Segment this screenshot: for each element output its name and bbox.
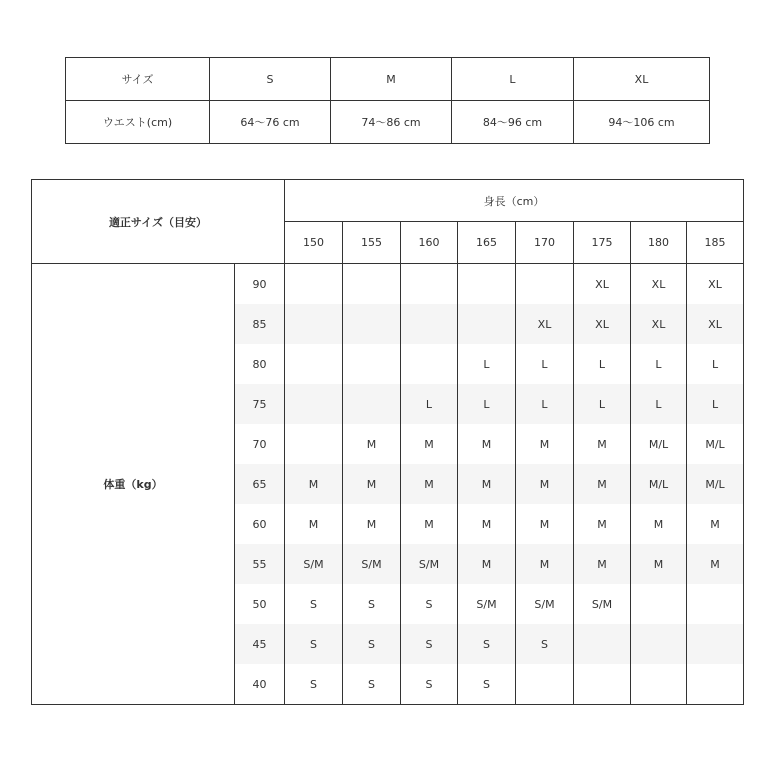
size-cell: S/M	[458, 584, 516, 624]
waist-value-row	[66, 101, 710, 144]
size-cell: M	[343, 504, 401, 544]
size-cell: M	[574, 504, 631, 544]
size-m: M	[331, 58, 452, 101]
size-cell: M	[343, 424, 401, 464]
weight-value: 45	[235, 624, 285, 664]
size-cell	[343, 264, 401, 305]
size-cell: XL	[631, 304, 687, 344]
size-cell: S/M	[343, 544, 401, 584]
size-cell: S	[343, 624, 401, 664]
size-cell: M	[631, 504, 687, 544]
size-cell: L	[516, 384, 574, 424]
size-cell	[285, 344, 343, 384]
height-header: 180	[631, 222, 687, 264]
size-cell: M/L	[687, 424, 744, 464]
weight-label: 体重（kg）	[32, 264, 235, 705]
size-cell: S	[516, 624, 574, 664]
size-cell	[687, 624, 744, 664]
size-cell: XL	[687, 304, 744, 344]
size-cell: M	[574, 544, 631, 584]
size-cell	[631, 664, 687, 705]
weight-value: 75	[235, 384, 285, 424]
size-cell: L	[631, 384, 687, 424]
size-cell: L	[687, 384, 744, 424]
size-cell: M	[401, 424, 458, 464]
size-cell: M	[687, 544, 744, 584]
size-cell	[687, 584, 744, 624]
size-cell: L	[574, 384, 631, 424]
size-cell: XL	[574, 264, 631, 305]
size-cell: M	[516, 424, 574, 464]
size-cell: M	[458, 424, 516, 464]
height-header: 155	[343, 222, 401, 264]
size-cell: S	[343, 664, 401, 705]
size-cell: L	[574, 344, 631, 384]
size-cell	[343, 384, 401, 424]
waist-header-row	[66, 58, 710, 101]
fit-size-chart	[31, 179, 744, 705]
size-cell	[631, 624, 687, 664]
size-cell: M/L	[687, 464, 744, 504]
waist-s: 64～76 cm	[210, 101, 331, 144]
size-cell	[285, 264, 343, 305]
size-cell	[343, 344, 401, 384]
size-cell	[401, 264, 458, 305]
weight-value: 80	[235, 344, 285, 384]
size-cell	[458, 304, 516, 344]
waist-m: 74～86 cm	[331, 101, 452, 144]
size-cell: S/M	[574, 584, 631, 624]
size-cell: S/M	[285, 544, 343, 584]
size-cell: M	[631, 544, 687, 584]
height-header: 160	[401, 222, 458, 264]
size-cell: M	[401, 504, 458, 544]
size-cell: S/M	[401, 544, 458, 584]
weight-value: 85	[235, 304, 285, 344]
size-cell: S	[401, 664, 458, 705]
size-cell: M	[516, 504, 574, 544]
size-cell: M	[516, 544, 574, 584]
size-s: S	[210, 58, 331, 101]
size-cell: S	[285, 664, 343, 705]
size-cell: L	[401, 384, 458, 424]
size-cell	[458, 264, 516, 305]
size-cell: M	[343, 464, 401, 504]
size-label: サイズ	[66, 58, 210, 101]
size-l: L	[452, 58, 574, 101]
size-cell: M	[458, 544, 516, 584]
height-header: 150	[285, 222, 343, 264]
size-cell: S	[401, 584, 458, 624]
size-cell: S	[458, 664, 516, 705]
size-cell	[574, 624, 631, 664]
size-cell: M	[458, 464, 516, 504]
size-cell	[516, 264, 574, 305]
size-cell: L	[458, 384, 516, 424]
size-cell	[285, 304, 343, 344]
weight-value: 70	[235, 424, 285, 464]
size-cell: M	[285, 504, 343, 544]
size-cell: M	[458, 504, 516, 544]
size-cell: L	[687, 344, 744, 384]
size-cell: L	[516, 344, 574, 384]
size-cell: XL	[516, 304, 574, 344]
size-cell: M/L	[631, 464, 687, 504]
size-cell	[401, 344, 458, 384]
waist-l: 84～96 cm	[452, 101, 574, 144]
size-cell	[631, 584, 687, 624]
size-cell: L	[458, 344, 516, 384]
size-cell: M	[516, 464, 574, 504]
size-cell: S	[343, 584, 401, 624]
size-cell: S	[458, 624, 516, 664]
size-cell	[343, 304, 401, 344]
size-cell: XL	[687, 264, 744, 305]
waist-xl: 94～106 cm	[574, 101, 710, 144]
size-cell	[285, 384, 343, 424]
height-header: 175	[574, 222, 631, 264]
weight-value: 55	[235, 544, 285, 584]
size-cell: M	[574, 424, 631, 464]
weight-value: 50	[235, 584, 285, 624]
size-cell: S/M	[516, 584, 574, 624]
size-cell	[574, 664, 631, 705]
height-header: 185	[687, 222, 744, 264]
fit-chart-title: 適正サイズ（目安）	[32, 180, 285, 264]
size-cell	[516, 664, 574, 705]
size-cell: S	[401, 624, 458, 664]
weight-row	[32, 264, 744, 305]
height-header: 165	[458, 222, 516, 264]
weight-value: 60	[235, 504, 285, 544]
size-cell: M	[401, 464, 458, 504]
size-cell: S	[285, 584, 343, 624]
size-xl: XL	[574, 58, 710, 101]
weight-value: 90	[235, 264, 285, 305]
size-cell	[285, 424, 343, 464]
size-cell	[401, 304, 458, 344]
size-cell: M	[687, 504, 744, 544]
size-cell: XL	[574, 304, 631, 344]
size-cell: XL	[631, 264, 687, 305]
size-cell: M/L	[631, 424, 687, 464]
height-header: 170	[516, 222, 574, 264]
height-label: 身長（cm）	[285, 180, 744, 222]
weight-value: 40	[235, 664, 285, 705]
size-cell: S	[285, 624, 343, 664]
size-cell: M	[285, 464, 343, 504]
weight-value: 65	[235, 464, 285, 504]
size-cell: M	[574, 464, 631, 504]
waist-label: ウエスト(cm)	[66, 101, 210, 144]
waist-size-table	[65, 57, 710, 144]
size-cell: L	[631, 344, 687, 384]
size-cell	[687, 664, 744, 705]
